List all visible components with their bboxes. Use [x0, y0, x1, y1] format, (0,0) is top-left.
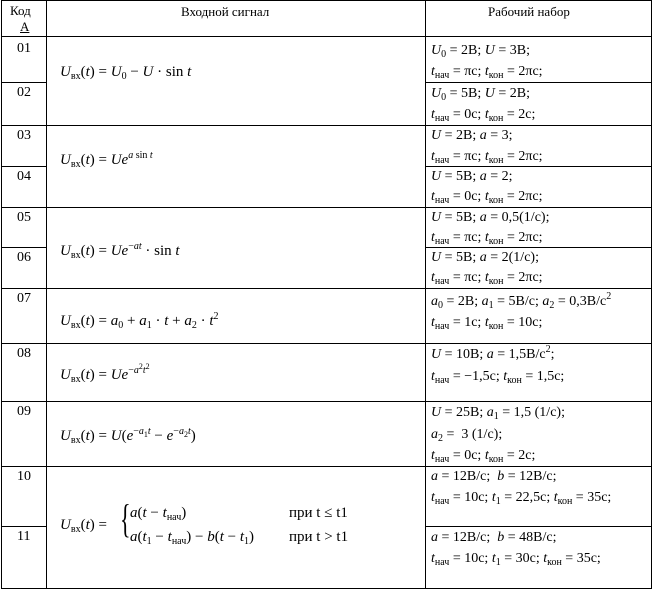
piecewise-brace: { — [120, 496, 131, 541]
row-divider-03-04-code — [1, 166, 46, 167]
row-divider-01-02-code — [1, 82, 46, 83]
row-05-code: 05 — [17, 210, 31, 225]
row-02-code: 02 — [17, 85, 31, 100]
border-top — [1, 0, 652, 1]
formula-03-04: $U_{вх}(t) = Ue^{a sin t}$ — [60, 150, 153, 170]
row-04-params-line1: U = 5В; a = 2; — [431, 169, 513, 184]
formula-10-11-lhs: $U_{вх}(t)$ = — [60, 517, 107, 535]
row-divider-01-02-set — [425, 82, 652, 83]
row-divider-10-11-set — [425, 526, 652, 527]
row-02-params-line2: $t_{нач} = 0с$; $t_{кон} = 2с$; — [431, 107, 536, 124]
row-09-params-line2: $a_2 = 3$ (1/с); — [431, 427, 503, 444]
row-09-params-line1: U = 25В; $a_1 = 1,5$ (1/с); — [431, 405, 565, 422]
row-06-code: 06 — [17, 250, 31, 265]
header-code-label: Код — [10, 3, 31, 18]
header-signal-label: Входной сигнал — [181, 4, 270, 19]
row-divider-06-07 — [1, 288, 652, 289]
column-divider-set — [425, 0, 426, 588]
row-07-params-line1: $a_0 = 2В$; $a_1 = 5В/с$; $a_2 = 0,3В/с^2$ — [431, 291, 612, 311]
row-03-params-line1: U = 2В; a = 3; — [431, 128, 513, 143]
row-10-params-line2: $t_{нач} = 10с$; $t_1 = 22,5с$; $t_{кон} = 35с$; — [431, 490, 612, 507]
row-10-code: 10 — [17, 469, 31, 484]
row-04-params-line2: $t_{нач} = 0с$; $t_{кон} = 2\pi с$; — [431, 189, 543, 206]
row-01-code: 01 — [17, 41, 31, 56]
row-divider-09-10 — [1, 466, 652, 467]
row-divider-04-05 — [1, 207, 652, 208]
formula-08: $U_{вх}(t) = Ue^{-a^2t^2}$ — [60, 362, 150, 385]
row-09-params-line3: $t_{нач} = 0с$; $t_{кон} = 2с$; — [431, 448, 536, 465]
header-set-label: Рабочий набор — [488, 4, 570, 19]
row-01-params-line2: $t_{нач} = \pi с$; $t_{кон} = 2\pi с$; — [431, 64, 543, 81]
formula-10-11-case2: $a(t_1 - t_{нач}) - b(t - t_1)$ — [130, 529, 255, 547]
row-01-params-line1: $U_0 = 2В$; U = 3В; — [431, 43, 530, 60]
row-09-code: 09 — [17, 404, 31, 419]
header-code-sublabel: А — [20, 19, 30, 34]
row-03-params-line2: $t_{нач} = \pi с$; $t_{кон} = 2\pi с$; — [431, 149, 543, 166]
formula-10-11-case1: $a(t - t_{нач})$ — [130, 505, 187, 523]
row-06-params-line1: U = 5В; a = 2(1/с); — [431, 250, 539, 265]
row-11-params-line2: $t_{нач} = 10с$; $t_1 = 30с$; $t_{кон} = 35с$; — [431, 551, 601, 568]
formula-01-02: $U_{вх}(t) = U_0 - U \cdot \sin t$ — [60, 64, 192, 82]
row-04-code: 04 — [17, 169, 31, 184]
column-divider-code — [46, 0, 47, 588]
header-divider — [1, 36, 652, 37]
row-08-params-line2: $t_{нач} = -1,5с$; $t_{кон} = 1,5с$; — [431, 369, 565, 386]
border-bottom — [1, 588, 652, 589]
border-left — [1, 0, 2, 588]
row-divider-08-09 — [1, 401, 652, 402]
row-05-params-line2: $t_{нач} = \pi с$; $t_{кон} = 2\pi с$; — [431, 230, 543, 247]
row-08-code: 08 — [17, 346, 31, 361]
row-02-params-line1: $U_0 = 5В$; U = 2В; — [431, 86, 530, 103]
formula-07: $U_{вх}(t) = a_0 + a_1 \cdot t + a_2 \cdot t^2$ — [60, 311, 219, 331]
row-divider-05-06-code — [1, 247, 46, 248]
row-08-params-line1: U = 10В; $a = 1,5В/с^2$; — [431, 344, 555, 362]
row-06-params-line2: $t_{нач} = \pi с$; $t_{кон} = 2\pi с$; — [431, 270, 543, 287]
row-11-code: 11 — [17, 529, 31, 544]
row-05-params-line1: U = 5В; a = 0,5(1/с); — [431, 210, 550, 225]
formula-10-11-cond1: при t ≤ t1 — [289, 505, 348, 521]
formula-09: $U_{вх}(t) = U(e^{-a_1t} - e^{-a_2t})$ — [60, 426, 196, 446]
row-divider-10-11-code — [1, 526, 46, 527]
formula-10-11-cond2: при t > t1 — [289, 529, 349, 545]
row-divider-07-08 — [1, 343, 652, 344]
border-right — [651, 0, 652, 588]
row-divider-03-04-set — [425, 166, 652, 167]
row-07-code: 07 — [17, 291, 31, 306]
row-11-params-line1: a = 12В/с; b = 48В/с; — [431, 530, 557, 545]
row-divider-05-06-set — [425, 247, 652, 248]
row-07-params-line2: $t_{нач} = 1с$; $t_{кон} = 10с$; — [431, 315, 543, 332]
row-divider-02-03 — [1, 125, 652, 126]
row-10-params-line1: a = 12В/с; b = 12В/с; — [431, 469, 557, 484]
row-03-code: 03 — [17, 128, 31, 143]
formula-05-06: $U_{вх}(t) = Ue^{-at} \cdot \sin t$ — [60, 241, 180, 261]
